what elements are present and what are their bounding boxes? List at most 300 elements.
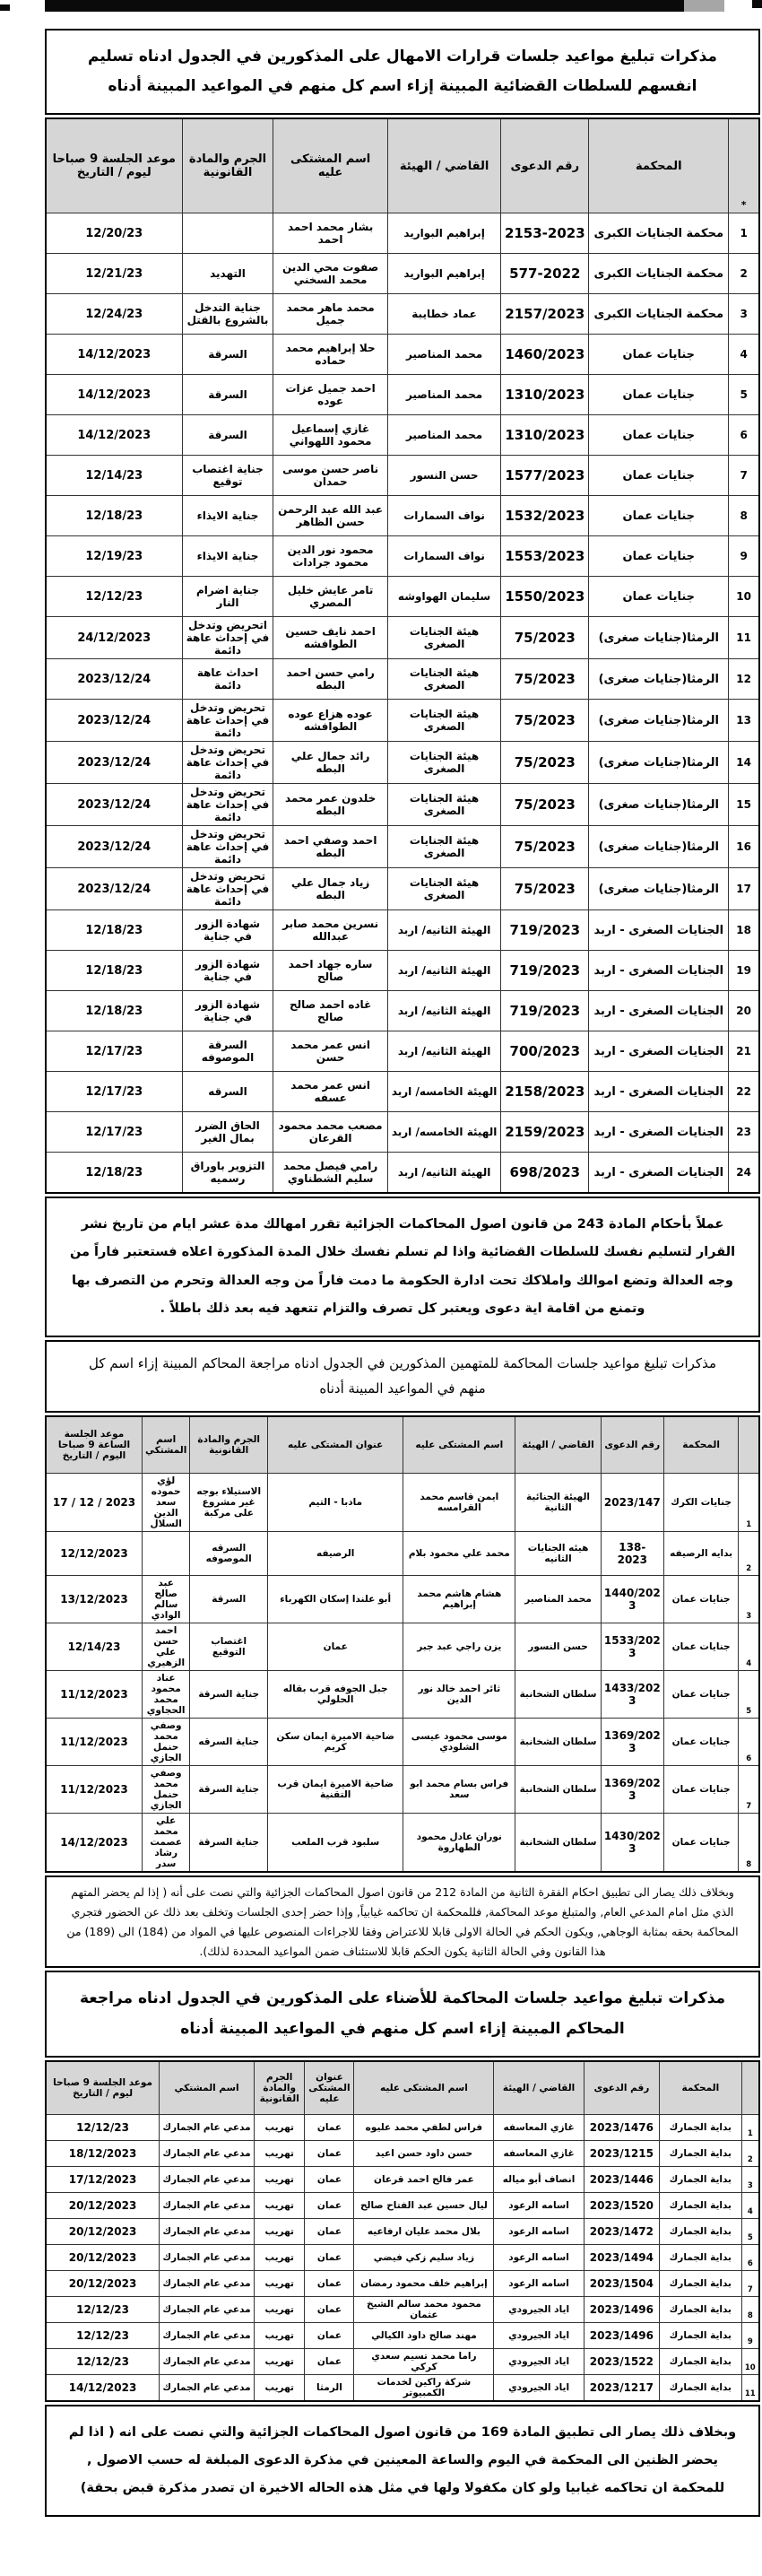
table-cell: مدعي عام الجمارك — [160, 2348, 255, 2374]
table-cell: خلدون عمر محمد البطه — [273, 784, 387, 826]
table-cell: ناصر حسن موسى حمدان — [273, 456, 387, 496]
table-cell: 11/12/2023 — [46, 1718, 143, 1765]
table-cell: 75/2023 — [501, 826, 589, 868]
table-cell: بداية الجمارك — [660, 2192, 742, 2218]
table-cell: نوران عادل محمود الطهاروة — [403, 1813, 515, 1872]
table-row — [46, 2218, 759, 2244]
table-cell: 14/12/2023 — [46, 2374, 160, 2401]
table-cell: 7 — [739, 1765, 759, 1813]
table-cell: 2 — [729, 254, 759, 294]
table-cell: 12/24/23 — [46, 294, 182, 335]
table-cell: اسامه الرعود — [494, 2270, 584, 2296]
column-header: القاضي / الهيئة — [515, 1416, 602, 1474]
legal-notice-article-169: وبخلاف ذلك يصار الى تطبيق المادة 169 من قانون اصول المحاكمات الجزائية والتي نصت على انه ( اذا لم يحضر الظنين الى المحكمة في اليوم والساعة المعينين في مذكرة الدعوى المبلغة له حسب الاصول , للمحكمة ان تحاكمه غيابيا ولو كان مكفولا ولها في مثل هذه الحاله الاخيرة ان تصدر مذكرة قبض بحقة) — [45, 2405, 760, 2518]
table-cell: 1440/2023 — [601, 1575, 663, 1623]
table-cell: 2023/1446 — [584, 2166, 659, 2192]
section-title-trial-suspects: مذكرات تبليغ مواعيد جلسات المحاكمة للأضناء على المذكورين في الجدول ادناه مراجعة المحاكم المبينة إزاء اسم كل منهم في المواعيد المبينة أدناه — [45, 1971, 760, 2057]
table-cell: غاده احمد صالح صالح — [273, 991, 387, 1031]
table-cell: 6 — [739, 1718, 759, 1765]
table-row — [46, 254, 759, 294]
table-cell: 2023/1476 — [584, 2114, 659, 2140]
table-row — [46, 2296, 759, 2322]
table-cell: 2023/12/24 — [46, 868, 182, 910]
table-row — [46, 375, 759, 415]
table-row — [46, 1072, 759, 1112]
table-cell: انس عمر محمد عسفه — [273, 1072, 387, 1112]
table-cell: هيئة الجنايات الصغرى — [387, 784, 501, 826]
table-row — [46, 1623, 759, 1670]
table-cell: تحريض وتدخل في إحداث عاهة دائمة — [182, 826, 273, 868]
table-cell: 8 — [739, 1813, 759, 1872]
table-cell: اغتصاب التوقيع — [190, 1623, 268, 1670]
table-cell: 17 / 12 / 2023 — [46, 1473, 143, 1531]
legal-notice-article-212: وبخلاف ذلك يصار الى تطبيق احكام الفقرة الثانية من المادة 212 من قانون اصول المحاكمات الجزائية والتي نصت على أنه ( إذا لم يحضر المتهم الذي مثل امام المدعي العام, والمتبلغ موعد المحاكمة, فللمحكمة ان تحاكمه غيابياً, وإذا حضر إحدى الجلسات وتخلف بعد ذلك عن الحضور فتجري المحاكمة بحقه بمثابة الوجاهي, ويكون الحكم في الحالة الاولى قابلا للاعتراض وفقا للاجراءات المنصوص عليها في المواد من (184) الى (189) من هذا القانون وفي الحالة الثانية يكون الحكم قابلا للاستئناف ضمن المواعيد المحددة لذلك). — [45, 1875, 760, 1969]
table-cell: السرقة الموصوفه — [182, 1031, 273, 1072]
table-cell: ضاحية الاميرة ايمان قرب التقنية — [268, 1765, 403, 1813]
table-cell: محمد المناصير — [387, 375, 501, 415]
table-cell: 75/2023 — [501, 742, 589, 784]
table-cell: عمان — [305, 2192, 354, 2218]
table-cell: تحريض وتدخل في إحداث عاهة دائمة — [182, 868, 273, 910]
table-cell: التزوير باوراق رسميه — [182, 1153, 273, 1194]
table-cell: بداية الجمارك — [660, 2322, 742, 2348]
table-row — [46, 2244, 759, 2270]
table-cell: 12/21/23 — [46, 254, 182, 294]
table-cell: الهيئة الثانيه/ اربد — [387, 1153, 501, 1194]
table-cell: 698/2023 — [501, 1153, 589, 1194]
table-cell: أبو علندا إسكان الكهرباء — [268, 1575, 403, 1623]
table-cell: 1310/2023 — [501, 375, 589, 415]
table-cell: جناية السرقة — [190, 1765, 268, 1813]
table-cell: 1533/2023 — [601, 1623, 663, 1670]
table-cell: يزن راجي عبد جبر — [403, 1623, 515, 1670]
table-cell: 75/2023 — [501, 784, 589, 826]
table-cell: 2023/1522 — [584, 2348, 659, 2374]
table-cell: احمد حسن علي الزهيري — [143, 1623, 190, 1670]
table-cell: تهريب — [254, 2218, 305, 2244]
table-cell: 2023/12/24 — [46, 784, 182, 826]
table-cell: محكمة الجنايات الكبرى — [589, 254, 729, 294]
table-cell: إبراهيم البواريد — [387, 213, 501, 254]
table-cell: علي محمد عصمت رشاد سدر — [143, 1813, 190, 1872]
table-cell: حلا إبراهيم محمد حماده — [273, 335, 387, 375]
table-cell: السرقة — [182, 335, 273, 375]
table-cell: هيئة الجنايات الصغرى — [387, 617, 501, 659]
table-cell: 75/2023 — [501, 617, 589, 659]
table-row — [46, 784, 759, 826]
table-cell: اسامه الرعود — [494, 2218, 584, 2244]
table-cell: إبراهيم خلف محمود رمضان — [354, 2270, 494, 2296]
table-row — [46, 659, 759, 700]
table-cell: بشار محمد احمد احمد — [273, 213, 387, 254]
table-cell: زياد سليم زكي فيضي — [354, 2244, 494, 2270]
table-cell: الجنايات الصغرى - اربد — [589, 1031, 729, 1072]
header-row — [46, 118, 759, 213]
column-header: اسم المشتكي — [160, 2061, 255, 2115]
table-cell: زياد جمال علي البطه — [273, 868, 387, 910]
table-cell: 11/12/2023 — [46, 1670, 143, 1718]
table-cell: السرقه الموصوفه — [190, 1531, 268, 1575]
table-cell: التهديد — [182, 254, 273, 294]
table-cell: 12/18/23 — [46, 1153, 182, 1194]
table-cell: 1310/2023 — [501, 415, 589, 456]
table-cell: بداية الجمارك — [660, 2296, 742, 2322]
table-cell: بداية الجمارك — [660, 2166, 742, 2192]
table-cell: مدعي عام الجمارك — [160, 2322, 255, 2348]
table-cell: جناية الايذاء — [182, 496, 273, 536]
legal-notice-article-243: عملاً بأحكام المادة 243 من قانون اصول المحاكمات الجزائية تقرر امهالك مدة عشر ايام من تاريخ نشر القرار لتسليم نفسك للسلطات القضائية واذا لم تسلم نفسك خلال المدة المذكورة اعلاه فستعتبر فاراً من وجه العدالة وتضع اموالك واملاكك تحت ادارة الحكومة ما دمت فاراً من وجه العدالة وتحرم من التصرف بها وتمنع من اقامة اية دعوى ويعتبر كل تصرف والتزام تتعهد فيه بعد ذلك باطلاً . — [45, 1197, 760, 1337]
table-cell: عبد الله عبد الرحمن حسن الظاهر — [273, 496, 387, 536]
table-cell: تهريب — [254, 2114, 305, 2140]
table-cell: 1460/2023 — [501, 335, 589, 375]
table-cell: 75/2023 — [501, 868, 589, 910]
table-row — [46, 2348, 759, 2374]
table-cell: مدعي عام الجمارك — [160, 2166, 255, 2192]
table-cell: 1 — [729, 213, 759, 254]
table-cell: 1369/2023 — [601, 1765, 663, 1813]
table-row — [46, 335, 759, 375]
table-cell: محمد ماهر محمد جميل — [273, 294, 387, 335]
table-cell: 12/12/23 — [46, 577, 182, 617]
column-header: القاضي / الهيئة — [494, 2061, 584, 2115]
table-row — [46, 868, 759, 910]
table-cell: انصاف أبو مياله — [494, 2166, 584, 2192]
table-cell: 12/14/23 — [46, 456, 182, 496]
table-cell: 2 — [741, 2140, 759, 2166]
table-row — [46, 2270, 759, 2296]
table-cell: 2157/2023 — [501, 294, 589, 335]
table-cell: مدعي عام الجمارك — [160, 2296, 255, 2322]
table-cell — [143, 1531, 190, 1575]
table-cell: فراس بسام محمد ابو سعد — [403, 1765, 515, 1813]
table-row — [46, 496, 759, 536]
table-cell: اسامه الرعود — [494, 2192, 584, 2218]
table-cell: 13 — [729, 700, 759, 742]
column-header: موعد الجلسة الساعة 9 صباحا اليوم / التاريخ — [46, 1416, 143, 1474]
table-cell: الرمثا(جنايات صغرى) — [589, 659, 729, 700]
table-cell: شهادة الزور في جناية — [182, 991, 273, 1031]
table-cell: تحريض وتدخل في إحداث عاهة دائمة — [182, 784, 273, 826]
table-cell: 21 — [729, 1031, 759, 1072]
table-cell: السرقة — [182, 375, 273, 415]
column-header: الجرم والمادة القانونية — [190, 1416, 268, 1474]
table-row — [46, 2192, 759, 2218]
table-cell: اياد الجيرودي — [494, 2296, 584, 2322]
table-cell: غازي إسماعيل محمود اللهواني — [273, 415, 387, 456]
table-cell: تهريب — [254, 2192, 305, 2218]
table-cell: 19 — [729, 951, 759, 991]
table-cell: محمد علي محمود بلام — [403, 1531, 515, 1575]
table-cell: 8 — [741, 2296, 759, 2322]
table-cell: 1430/2023 — [601, 1813, 663, 1872]
table-cell: عمر فالح احمد قرعان — [354, 2166, 494, 2192]
table-cell: عمان — [305, 2270, 354, 2296]
table-cell: 14 — [729, 742, 759, 784]
table-cell: الهيئة الخامسه/ اربد — [387, 1072, 501, 1112]
table-cell: عمان — [305, 2140, 354, 2166]
column-header: رقم الدعوى — [501, 118, 589, 213]
table-cell: جنايات عمان — [589, 536, 729, 577]
table-cell: فراس لطفي محمد عليوه — [354, 2114, 494, 2140]
table-cell: الرمثا(جنايات صغرى) — [589, 617, 729, 659]
table-cell: 2023/147 — [601, 1473, 663, 1531]
table-cell: ساره جهاد احمد صالح — [273, 951, 387, 991]
table-cell: نسرين محمد صابر عبدالله — [273, 910, 387, 951]
table-cell: 11 — [729, 617, 759, 659]
table-cell: السرقة — [182, 415, 273, 456]
table-cell: تهريب — [254, 2166, 305, 2192]
table-cell: تهريب — [254, 2270, 305, 2296]
column-header: موعد الجلسة 9 صباحا ليوم / التاريخ — [46, 2061, 160, 2115]
table-cell: 12/18/23 — [46, 991, 182, 1031]
table-cell: هيئة الجنايات الصغرى — [387, 742, 501, 784]
table-row — [46, 700, 759, 742]
column-header: الجرم والمادة القانونية — [254, 2061, 305, 2115]
table-cell: الهيئة الخامسه/ اربد — [387, 1112, 501, 1153]
table-cell: بلال محمد عليان ارفاعيه — [354, 2218, 494, 2244]
table-row — [46, 1112, 759, 1153]
table-cell: الجنايات الصغرى - اربد — [589, 991, 729, 1031]
table-cell: راما محمد تسيم سعدي كركي — [354, 2348, 494, 2374]
table-cell: عمان — [305, 2114, 354, 2140]
table-cell: هيئة الجنايات الصغرى — [387, 826, 501, 868]
table-cell: 577-2022 — [501, 254, 589, 294]
table-cell: 2023/1215 — [584, 2140, 659, 2166]
table-cell: الرمثا(جنايات صغرى) — [589, 868, 729, 910]
table-cell: 7 — [729, 456, 759, 496]
table-cell: ليال حسين عبد الفتاح صالح — [354, 2192, 494, 2218]
table-cell: 20 — [729, 991, 759, 1031]
table-cell: عمان — [305, 2166, 354, 2192]
table-cell: 2023/12/24 — [46, 659, 182, 700]
table-cell: مهند صالح داود الكيالي — [354, 2322, 494, 2348]
table-cell: 14/12/2023 — [46, 1813, 143, 1872]
table-cell: 4 — [741, 2192, 759, 2218]
table-cell: هيئة الجنايات الصغرى — [387, 868, 501, 910]
table-cell: 17 — [729, 868, 759, 910]
table-cell: 18/12/2023 — [46, 2140, 160, 2166]
table-cell: حسن النسور — [515, 1623, 602, 1670]
table-cell: جنايات عمان — [589, 335, 729, 375]
table-cell: 719/2023 — [501, 951, 589, 991]
table-cell: غازي المعاسفه — [494, 2114, 584, 2140]
table-cell: مصعب محمد محمود القرعان — [273, 1112, 387, 1153]
table-cell: تهريب — [254, 2296, 305, 2322]
table-cell: وصفي محمد حنمل الجازي — [143, 1765, 190, 1813]
table-cell: بداية الجمارك — [660, 2348, 742, 2374]
table-cell: تحريض وتدخل في إحداث عاهة دائمة — [182, 742, 273, 784]
table-cell: 1532/2023 — [501, 496, 589, 536]
table-row — [46, 1473, 759, 1531]
table-cell: تهريب — [254, 2244, 305, 2270]
table-row — [46, 213, 759, 254]
table-cell: 12/12/23 — [46, 2296, 160, 2322]
table-cell: وصفي محمد حنمل الجازي — [143, 1718, 190, 1765]
table-row — [46, 1813, 759, 1872]
table-cell: 18 — [729, 910, 759, 951]
table-cell: الرمثا(جنايات صغرى) — [589, 742, 729, 784]
table-cell: سليمان الهواوشه — [387, 577, 501, 617]
table-cell: عماد خطايبة — [387, 294, 501, 335]
table-cell: 2023/1520 — [584, 2192, 659, 2218]
table-row — [46, 951, 759, 991]
table-cell: احمد نايف حسين الطوافشه — [273, 617, 387, 659]
table-cell: 20/12/2023 — [46, 2218, 160, 2244]
table-cell: احمد جميل عزات عوده — [273, 375, 387, 415]
table-cell: 20/12/2023 — [46, 2270, 160, 2296]
table-cell: جناية السرقة — [190, 1813, 268, 1872]
table-cell: رامي حسن احمد البطه — [273, 659, 387, 700]
table-cell: شركة راكين لخدمات الكمبيوتر — [354, 2374, 494, 2401]
table-cell: 1 — [739, 1473, 759, 1531]
table-cell: جنايات عمان — [663, 1575, 739, 1623]
table-cell: اسامه الرعود — [494, 2244, 584, 2270]
table-cell: جنايات عمان — [589, 375, 729, 415]
table-cell: بداية الجمارك — [660, 2218, 742, 2244]
table-row — [46, 826, 759, 868]
table-cell: احمد وصفي احمد البطه — [273, 826, 387, 868]
table-row — [46, 1531, 759, 1575]
table-cell: 75/2023 — [501, 659, 589, 700]
table-cell: 2153-2023 — [501, 213, 589, 254]
table-cell: الهيئة الجنائية الثانية — [515, 1473, 602, 1531]
table-cell: 5 — [739, 1670, 759, 1718]
table-cell: 2023/1472 — [584, 2218, 659, 2244]
table-cell: محمد المناصير — [387, 415, 501, 456]
table-cell: الرصيفه — [268, 1531, 403, 1575]
table-cell: 3 — [741, 2166, 759, 2192]
section-title-trial-defendants: مذكرات تبليغ مواعيد جلسات المحاكمة للمتهمين المذكورين في الجدول ادناه مراجعة المحاكم المبينة إزاء اسم كل منهم في المواعيد المبينة أدناه — [45, 1340, 760, 1413]
table-cell: شهادة الزور في جناية — [182, 951, 273, 991]
table-cell: هيئة الجنايات الصغرى — [387, 659, 501, 700]
table-cell: الجنايات الصغرى - اربد — [589, 1153, 729, 1194]
table-cell: 2023/1504 — [584, 2270, 659, 2296]
table-row — [46, 617, 759, 659]
table-cell: 8 — [729, 496, 759, 536]
table-cell: 11/12/2023 — [46, 1765, 143, 1813]
table-cell: 2 — [739, 1531, 759, 1575]
table-cell: 24/12/2023 — [46, 617, 182, 659]
table-cell: جناية التدخل بالشروع بالقتل — [182, 294, 273, 335]
column-header: المحكمة — [589, 118, 729, 213]
table-cell: 16 — [729, 826, 759, 868]
table-cell: عمان — [305, 2218, 354, 2244]
table-cell — [182, 213, 273, 254]
table-cell: جناية السرقة — [190, 1670, 268, 1718]
table-row — [46, 1153, 759, 1194]
table-cell: عمان — [305, 2244, 354, 2270]
table-cell: هيئة الجنايات الصغرى — [387, 700, 501, 742]
table-cell: 12/14/23 — [46, 1623, 143, 1670]
table-cell: جنايات عمان — [589, 577, 729, 617]
table-cell: السرقه — [182, 1072, 273, 1112]
top-left-mark — [0, 4, 10, 11]
table-cell: جنايات عمان — [589, 415, 729, 456]
table-cell: مادبا - التيم — [268, 1473, 403, 1531]
page-top-decoration — [0, 0, 762, 13]
header-row — [46, 1416, 759, 1474]
table-cell: سلطان الشخانبة — [515, 1718, 602, 1765]
table-cell: عناد محمود محمد الحجاوي — [143, 1670, 190, 1718]
table-cell: نواف السمارات — [387, 496, 501, 536]
table-cell: ايمن قاسم محمد القرامسه — [403, 1473, 515, 1531]
table-cell: 7 — [741, 2270, 759, 2296]
table-cell: جنايات عمان — [663, 1670, 739, 1718]
table-cell: تهريب — [254, 2140, 305, 2166]
table-cell: 719/2023 — [501, 910, 589, 951]
trial-notices-defendants-table — [45, 1415, 760, 1873]
table-cell: ثائر احمد خالد نور الدين — [403, 1670, 515, 1718]
table-cell: محكمة الجنايات الكبرى — [589, 294, 729, 335]
table-row — [46, 294, 759, 335]
table-cell: بداية الجمارك — [660, 2114, 742, 2140]
table-cell: الرمثا(جنايات صغرى) — [589, 700, 729, 742]
table-cell: لؤي حموده سعد الدين السلال — [143, 1473, 190, 1531]
customs-trial-notices-table — [45, 2060, 760, 2402]
table-cell: إبراهيم البواريد — [387, 254, 501, 294]
table-cell: محمود محمد سالم الشيخ عثمان — [354, 2296, 494, 2322]
table-cell: 20/12/2023 — [46, 2244, 160, 2270]
table-cell: 15 — [729, 784, 759, 826]
table-cell: هشام هاشم محمد إبراهيم — [403, 1575, 515, 1623]
table-cell: 1 — [741, 2114, 759, 2140]
table-row — [46, 2322, 759, 2348]
table-cell: 12/12/23 — [46, 2322, 160, 2348]
table-cell: الاستيلاء بوجه غير مشروع على مركبة — [190, 1473, 268, 1531]
table-cell: 14/12/2023 — [46, 375, 182, 415]
table-cell: الهيئة الثانيه/ اربد — [387, 951, 501, 991]
table-cell: عمان — [305, 2348, 354, 2374]
table-cell: مدعي عام الجمارك — [160, 2244, 255, 2270]
table-cell: تحريض وتدخل في إحداث عاهة دائمة — [182, 700, 273, 742]
table-cell: 12/17/23 — [46, 1112, 182, 1153]
table-cell: 12/12/23 — [46, 2114, 160, 2140]
column-header: اسم المشتكى عليه — [273, 118, 387, 213]
table-cell: 2023/12/24 — [46, 826, 182, 868]
table-cell: الهيئة الثانيه/ اربد — [387, 991, 501, 1031]
table-cell: نواف السمارات — [387, 536, 501, 577]
column-header: * — [729, 118, 759, 213]
table-row — [46, 2114, 759, 2140]
table-row — [46, 991, 759, 1031]
table-cell: عوده هزاع عوده الطوافشه — [273, 700, 387, 742]
table-cell: مدعي عام الجمارك — [160, 2192, 255, 2218]
table-cell: تهريب — [254, 2374, 305, 2401]
table-cell: 12/18/23 — [46, 951, 182, 991]
table-cell: 4 — [739, 1623, 759, 1670]
table-cell: بداية الجمارك — [660, 2140, 742, 2166]
table-cell: عمان — [268, 1623, 403, 1670]
table-cell: جنايات عمان — [589, 496, 729, 536]
table-row — [46, 2140, 759, 2166]
table-cell: 2158/2023 — [501, 1072, 589, 1112]
table-cell: 12/12/2023 — [46, 1531, 143, 1575]
table-cell: الجنايات الصغرى - اربد — [589, 1072, 729, 1112]
table-cell: رامي فيصل محمد سليم الشطناوي — [273, 1153, 387, 1194]
table-cell: صفوت محي الدين محمد السخني — [273, 254, 387, 294]
column-header — [741, 2061, 759, 2115]
table-cell: سلطان الشخانبة — [515, 1813, 602, 1872]
table-cell: السرقة — [190, 1575, 268, 1623]
column-header: القاضي / الهيئة — [387, 118, 501, 213]
table-row — [46, 1718, 759, 1765]
table-cell: 10 — [741, 2348, 759, 2374]
table-cell: 138-2023 — [601, 1531, 663, 1575]
table-cell: سلطان الشخانبة — [515, 1670, 602, 1718]
table-cell: بداية الجمارك — [660, 2244, 742, 2270]
table-row — [46, 1765, 759, 1813]
table-cell: الرمثا — [305, 2374, 354, 2401]
